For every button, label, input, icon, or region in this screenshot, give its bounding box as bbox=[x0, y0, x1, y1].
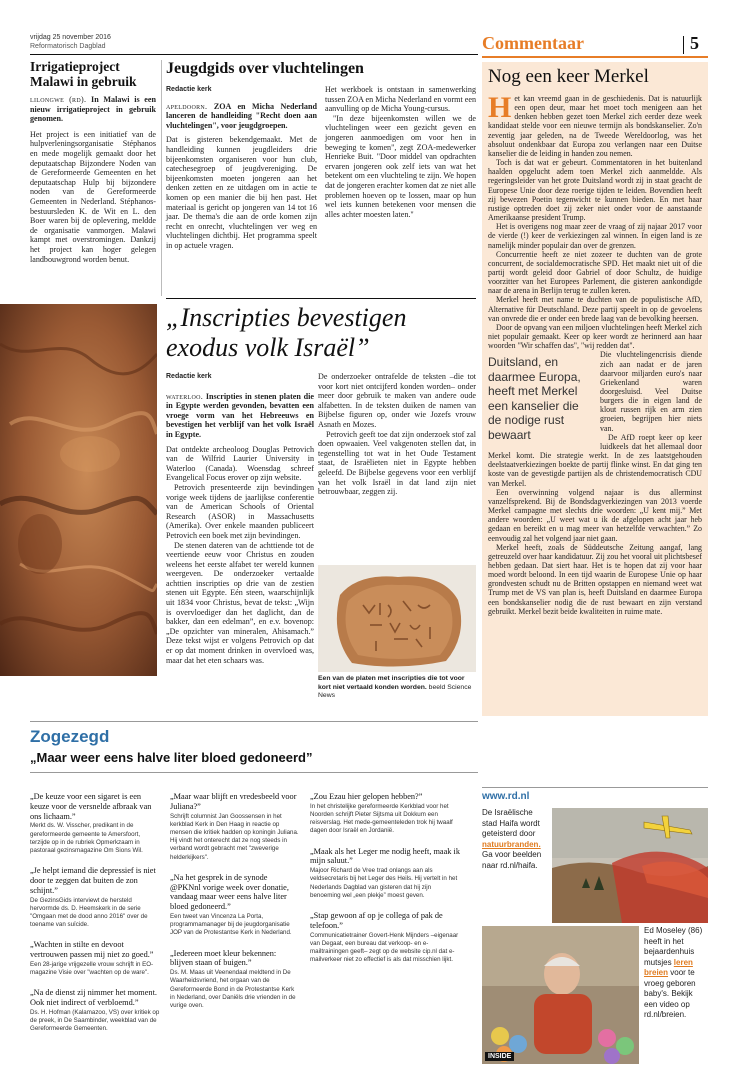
malawi-headline bbox=[30, 59, 156, 89]
inscripties-byline: Redactie kerk bbox=[166, 373, 212, 380]
quote-item bbox=[30, 792, 160, 855]
quote-text: „Na het gesprek in de synode @PKNnl vorige week over donatie, vandaag maar weer eens halve liter bloed gedoneerd.” bbox=[170, 872, 289, 912]
quote-source: Schrijft columnist Jan Goossensen in het kerkblad Kerk in Den Haag in reactie op mensen die kritiek hadden op koningin Juliana. Hij vindt het onterecht dat ze nog steeds in verband wordt gebracht met "zweverige helderkijkers". bbox=[170, 812, 299, 861]
zogezegd-col1 bbox=[30, 792, 160, 1045]
section-title: Commentaar bbox=[482, 33, 584, 53]
commentaar-paragraph: Merkel heeft, zoals de Süddeutsche Zeitung aangaf, lang getreuzeld over haar kandidatuur. Zij zou het vooral uit plichtsbesef hebben gedaan. Dat siert haar. Het is te hopen dat zij voor haar moed wordt beloond. In een tijd waarin de Europese Unie op haar grondvesten schudt nu de Britten opstappen en niemand weet wat Trump met de VS van plan is, heeft Duitsland en daarmee Europa een bondskanselier nodig die de rust bewaart en zijn verstand gebruikt. Merkel bezit beide kwaliteiten in ruime mate. bbox=[488, 542, 702, 616]
malawi-paragraph: Het project is een initiatief van de hulpverleningsorganisatie Stéphanos en mede mogelijk gemaakt door het deputaatschap Bijzondere Noden van de Gereformeerde Gemeenten en het deputaatschap Hulp bij bijzondere noden van de Gereformeerde Gemeenten in Nederland. Stéphanos-bestuursleden K. de Wit en L. den Boer waren bij de oplevering, meldde de organisatie vanmorgen. Malawi kampt met overstromingen. Dankzij het project kan hoger gelegen landbouwgrond worden benut. bbox=[30, 129, 156, 264]
quote-text: „Maar waar blijft en vredesbeeld voor Juliana?” bbox=[170, 792, 297, 811]
inscripties-lead: Inscripties in stenen platen die in Egypte werden gevonden, bevatten een vroege vorm van het Hebreeuws en bevestigen het verblijf van het volk Israël in Egypte. bbox=[166, 391, 314, 439]
quote-item bbox=[170, 873, 300, 938]
quote-source: Communicatietrainer Govert-Henk Mijnders –eigenaar van Degaat, een bureau dat verkoop- en e-mailtrainingen geeft– zegt op de website cip.nl dat e-mailverkeer niet zo effectief is als dat misschien lijkt. bbox=[310, 931, 459, 964]
quote-item bbox=[310, 792, 460, 836]
zogezegd-col2 bbox=[170, 792, 300, 1021]
quote-text: „De keuze voor een sigaret is een keuze voor de versnelde afbraak van ons lichaam.” bbox=[30, 792, 152, 821]
web-item-breien-post: voor te vroeg geboren baby's. Bekijk een video op rd.nl/breien. bbox=[644, 968, 696, 1019]
stone-photo bbox=[0, 304, 157, 676]
web-top-rule bbox=[482, 787, 708, 788]
commentaar-paragraph: Door de opvang van een miljoen vluchtelingen heeft Merkel zich niet populair gemaakt. Keer op keer wordt ze herinnerd aan haar woorden "Wir schaffen das", "wij redden dat". bbox=[488, 322, 702, 351]
web-item-haifa bbox=[482, 808, 546, 871]
inscripties-paragraph: De stenen dateren van de achttiende tot de veertiende eeuw voor Christus en zouden weleens het eerste alfabet ter wereld kunnen weergeven. De onderzoeker vertaalde achttien inscripties op drie van de zestien stenen uit Egypte. Eén steen, waarschijnlijk uit 1834 voor Christus, bevat de tekst: „Wijn is overvloediger dan het daglicht, dan de bakker, dan een edelman”, en e.v. bovenop: „De opzichter van mineralen, Ahisamach.” Deze tekst wijst er volgens Petrovich op dat er op dat moment drinken in overvloed was, maar dat het eten schaars was. bbox=[166, 540, 314, 665]
inscripties-paragraph: Petrovich presenteerde zijn bevindingen vorige week tijdens de jaarlijkse conferentie van de American Schools of Oriental Research (ASOR) in Massachusetts (Amerika). Over enkele maanden publiceert Petrovich een boek met zijn bevindingen. bbox=[166, 482, 314, 540]
web-item-breien bbox=[644, 926, 708, 1021]
tablet-caption-credit: beeld Science News bbox=[318, 683, 472, 700]
commentaar-body bbox=[488, 91, 702, 616]
inscripties-paragraph: Petrovich geeft toe dat zijn onderzoek stof zal doen opwaaien. Veel vakgenoten stellen dat, in tegenstelling tot wat in het Oude Testament staat, de Israëlieten niet in Egypte hebben geleefd. De Bijbelse gegevens voor een verblijf van het volk Israël in dat land zijn niet betrouwbaar, zeggen zij. bbox=[318, 429, 476, 497]
inscribed-tablet-image bbox=[318, 565, 476, 672]
inscripties-top-rule bbox=[166, 298, 476, 299]
commentaar-paragraph: Een overwinning volgend najaar is dus allerminst vanzelfsprekend. Bij de Bondsdagverkiezingen van 2013 voerde Merkel campagne met slechts drie woorden: „U kent mij.” Met andere woorden: „U weet wat u ik de afgelopen acht jaar heb gedaan en bereikt en u mag meer van hetzelfde verwachten.” Zo eenvoudig zal het volgend jaar niet gaan. bbox=[488, 487, 702, 543]
inscripties-dateline: waterloo. bbox=[166, 391, 204, 401]
commentaar-paragraph: Het is overigens nog maar zeer de vraag of zij najaar 2017 voor de vierde (!) keer de verkiezingen zal winnen. In eigen land is ze namelijk minder populair dan over de grenzen. bbox=[488, 222, 702, 250]
malawi-lead: In Malawi is een nieuw irrigatieproject in gebruik genomen. bbox=[30, 95, 156, 124]
commentaar-rule bbox=[482, 56, 708, 58]
section-divider bbox=[683, 36, 684, 54]
zogezegd-title: Zogezegd bbox=[30, 727, 110, 746]
jeugdgids-lead: ZOA en Micha Nederland lanceren de handleiding "Recht doen aan vluchtelingen", voor jeugdgroepen. bbox=[166, 101, 317, 130]
web-item-haifa-post: Ga voor beelden naar rd.nl/haifa. bbox=[482, 850, 542, 870]
quote-source: In het christelijke gereformeerde Kerkblad voor het Noorden schrijft Pieter Sijtsma uit Dokkum een reisverslag. Het mede-gemeenteleden trok hij twaalf dagen door Israël en Jordanië. bbox=[310, 802, 453, 835]
tablet-caption bbox=[318, 675, 476, 701]
paper-name: Reformatorisch Dagblad bbox=[30, 43, 106, 50]
quote-text: „Iedereen moet kleur bekennen: blijven staan of buigen.” bbox=[170, 948, 277, 968]
jeugdgids-article bbox=[166, 59, 476, 251]
quote-text: „Stap gewoon af op je collega of pak de telefoon.” bbox=[310, 911, 443, 930]
quote-source: Majoor Richard de Vree trad onlangs aan als veldsecretaris bij het Leger des Heils. Hij vertelt in het Nederlands Dagblad van gisteren dat hij zijn benoeming wel „een plekje” moest geven. bbox=[310, 867, 458, 899]
quote-item bbox=[170, 792, 300, 862]
quote-source: Een tweet van Vincenza La Porta, programmamanager bij de jeugdorganisatie JOP van de Protestantse Kerk in Nederland. bbox=[170, 913, 292, 937]
quote-item bbox=[310, 911, 460, 964]
inscripties-paragraph: De onderzoeker ontrafelde de teksten –die tot voor kort niet ontcijferd konden worden– onder meer door gebruik te maken van andere oude alfabetten. In de teksten duiken de namen van Bijbelse figuren op, onder wie Jozefs vrouw Asnath en Mozes. bbox=[318, 372, 476, 429]
commentaar-paragraph: Die vluchtelingencrisis diende zich aan nadat er de jaren daarvoor miljarden euro's naar Griekenland waren doorgesluisd. Veel Duitse burgers die in eigen land de klout russen rijk en arm zien groeien, begrijpen hier niets van. bbox=[600, 350, 702, 433]
malawi-article bbox=[30, 59, 156, 264]
web-site-title[interactable]: www.rd.nl bbox=[482, 791, 530, 802]
commentaar-paragraph bbox=[488, 91, 702, 158]
page-date: vrijdag 25 november 2016 bbox=[30, 34, 111, 41]
jeugdgids-headline: Jeugdgids over vluchtelingen bbox=[166, 60, 364, 77]
jeugdgids-paragraph: "In deze bijeenkomsten willen we de vluchtelingen weer een gezicht geven en jongeren aanmoedigen om voor hen in beweging te komen", zegt ZOA-medewerker Henrieke Buit. "Door middel van opdrachten ervaren jongeren ook zelf iets van wat het betekent om een vluchteling te zijn. We hopen dat de jongeren erachter komen dat ze niet alle problemen hoeven op te lossen, maar op hun wel iets kunnen betekenen voor mensen die alles achter moesten laten." bbox=[325, 113, 477, 219]
tablet-photo bbox=[318, 565, 476, 672]
inscripties-headline bbox=[166, 303, 476, 363]
jeugdgids-paragraph: Dat is gisteren bekendgemaakt. Met de handleiding kunnen jeugdleiders drie bijeenkomsten organiseren voor hun club, catechesegroep of jeugdvereniging. De bijeenkomsten moeten jongeren aan het denken zetten en ze uitdagen om in actie te komen op een manier die bij hen past. Het materiaal is gericht op jongeren van 14 tot 16 jaar. De thema's die aan de orde komen zijn recht en onrecht, vluchtelingen ver weg en vluchtelingen dichtbij. Het programma speelt in op actuele vragen. bbox=[166, 135, 317, 250]
knitting-man-image bbox=[482, 926, 639, 1064]
zogezegd-subtitle: „Maar weer eens halve liter bloed gedoneerd” bbox=[30, 750, 313, 765]
quote-source: Ds. M. Maas uit Veenendaal meldtend in De Waarheidsvriend, het orgaan van de Gereformeerde Bond in de Protestantse Kerk in Nederland, over Daniëls drie vrienden in de vurige oven. bbox=[170, 969, 296, 1010]
column-divider bbox=[161, 60, 162, 296]
jeugdgids-byline: Redactie kerk bbox=[166, 86, 212, 93]
quote-source: De GezinsGids interviewt de hersteld hervormde ds. D. Heemskerk in de serie "Omgaan met de dood anno 2016" over de toename van suïcide. bbox=[30, 896, 148, 929]
quote-text: „Je helpt iemand die depressief is niet door te zeggen dat buiten de zon schijnt.” bbox=[30, 866, 156, 895]
jeugdgids-dateline: apeldoorn. bbox=[166, 101, 208, 111]
header-rule bbox=[30, 54, 478, 55]
natuurbranden-link[interactable]: natuurbranden. bbox=[482, 839, 541, 849]
quote-item bbox=[30, 866, 160, 929]
commentaar-dropcap: H bbox=[488, 91, 512, 124]
page-number: 5 bbox=[690, 33, 699, 53]
inscripties-headline-line2: exodus volk Israël” bbox=[166, 333, 370, 362]
inscripties-paragraph: Dat ontdekte archeoloog Douglas Petrovich van de Wilfrid Laurier University in Waterloo (Canada). Woensdag schreef Evangelical Focus erover op zijn website. bbox=[166, 444, 314, 483]
malawi-headline-line1: Irrigatieproject bbox=[30, 59, 120, 74]
jeugdgids-lead-para bbox=[166, 102, 317, 131]
quote-source: Ds. H. Hofman (Kalamazoo, VS) over kritiek op de preek, in De Saambinder, weekblad van de Gereformeerde Gemeenten. bbox=[30, 1009, 160, 1033]
jeugdgids-col2 bbox=[325, 85, 476, 251]
inscripties-col2 bbox=[318, 372, 476, 497]
quote-source: Merkt ds. W. Visscher, predikant in de gereformeerde gemeente te Amersfoort, terzijde op in de rubriek Opmerkzaam in pastoraal gezinsmagazine Om Sions Wil. bbox=[30, 822, 143, 854]
moseley-photo bbox=[482, 926, 639, 1064]
inside-badge: INSIDE bbox=[485, 1052, 514, 1061]
inscripties-lead-para bbox=[166, 392, 314, 440]
quote-text: „Wachten in stilte en devoot vertrouwen passen mij niet zo goed.” bbox=[30, 940, 154, 960]
malawi-dateline: lilongwe (rd). bbox=[30, 95, 87, 104]
quote-source: Een 28-jarige vrijgezelle vrouw schrijft in EO-magazine Visie over "wachten op de ware". bbox=[30, 961, 154, 977]
commentaar-headline: Nog een keer Merkel bbox=[488, 66, 649, 87]
fire-photo bbox=[552, 808, 708, 923]
inscripties-col1 bbox=[166, 372, 314, 665]
quote-text: „Maak als het Leger me nodig heeft, maak ik mijn saluut.” bbox=[310, 846, 460, 866]
commentaar-first-text: et kan vreemd gaan in de geschiedenis. Dat is natuurlijk een open deur, maar het moet toch menigeen aan het denken hebben gezet toen Merkel zich eerder deze week kandidaat stelde voor een nieuwe termijn als bondskanselier. Zo'n zeventig jaar geleden, na de Tweede Wereldoorlog, was het absoluut ondenkbaar dat Europa zou verlangen naar een Duitse kanselier die de leiding in handen zou nemen. bbox=[488, 94, 702, 158]
jeugdgids-paragraph: Het werkboek is ontstaan in samenwerking tussen ZOA en Micha Nederland en vormt een aanvulling op de Micha Young-cursus. bbox=[325, 85, 476, 114]
quote-text: „Na de dienst zij nimmer het moment. Ook niet indirect of verbloemd.” bbox=[30, 988, 157, 1008]
quote-item bbox=[170, 949, 300, 1011]
firefighting-plane-image bbox=[552, 808, 708, 923]
zogezegd-rule bbox=[30, 772, 478, 773]
jeugdgids-col1 bbox=[166, 85, 317, 251]
malawi-body bbox=[30, 95, 156, 264]
commentaar-paragraph: Toch is dat wat er gebeurt. Commentatoren in het buitenland haalden opgelucht adem toen Merkel zich aanmeldde. Als regeringsleider van het grote Duitsland wordt zij in staat geacht de Europese Unie door deze roerige tijden te leiden. Bovendien heeft zij bewezen Poetin tegenwicht te kunnen bieden. En met haar rustige optreden doet zij zeker niet onder voor de aanstaande Amerikaanse president Trump. bbox=[488, 158, 702, 223]
zogezegd-top-rule bbox=[30, 721, 478, 722]
quote-item bbox=[30, 940, 160, 977]
commentaar-pull-quote: Duitsland, en daarmee Europa, heeft met Merkel een kanselier die de nodige rust bewaart bbox=[488, 355, 581, 442]
malawi-lead-para bbox=[30, 95, 156, 124]
quote-text: „Zou Ezau hier gelopen hebben?” bbox=[310, 792, 423, 801]
inscripties-headline-line1: „Inscripties bevestigen bbox=[166, 303, 407, 332]
quote-item bbox=[30, 988, 160, 1033]
web-item-breien-pre: Ed Moseley (86) heeft in het bejaardenhuis mutsjes bbox=[644, 926, 703, 967]
tablet-caption-text: Een van de platen met inscripties die tot voor kort niet vertaald konden worden. bbox=[318, 675, 465, 691]
quote-item bbox=[310, 847, 460, 900]
web-item-haifa-pre: De Israëlische stad Haifa wordt geteisterd door bbox=[482, 808, 540, 838]
commentaar-paragraph: Concurrentie heeft ze niet zozeer te duchten van de grote concurrent, de socialdemocratische SPD. Het maakt niet uit of die partij wordt geleid door Gabriel of door Schultz, de huidige voorzitter van het Europees Parlement, die gisteren aankondigde naar de arena in Berlijn terug te zullen keren. bbox=[488, 249, 702, 296]
commentaar-paragraph: Merkel heeft met name te duchten van de populistische AfD, Alternative für Deutschland. Deze partij speelt in op de gevoelens van onvrede die er onder een brede laag van de bevolking heersen. bbox=[488, 295, 702, 323]
commentaar-paragraph: De AfD roept keer op keer luidkeels dat het allemaal door Merkel komt. Die strategie werkt. In de zes laatstgehouden deelstaatverkiezingen boekte de partij flinke winst. En dat ging ten koste van de gevestigde partijen als de christendemocratisch CDU van Merkel. bbox=[488, 432, 702, 488]
malawi-headline-line2: Malawi in gebruik bbox=[30, 74, 137, 89]
zogezegd-col3 bbox=[310, 792, 460, 975]
leren-breien-link[interactable]: leren breien bbox=[644, 957, 693, 977]
stone-texture-image bbox=[0, 304, 157, 676]
